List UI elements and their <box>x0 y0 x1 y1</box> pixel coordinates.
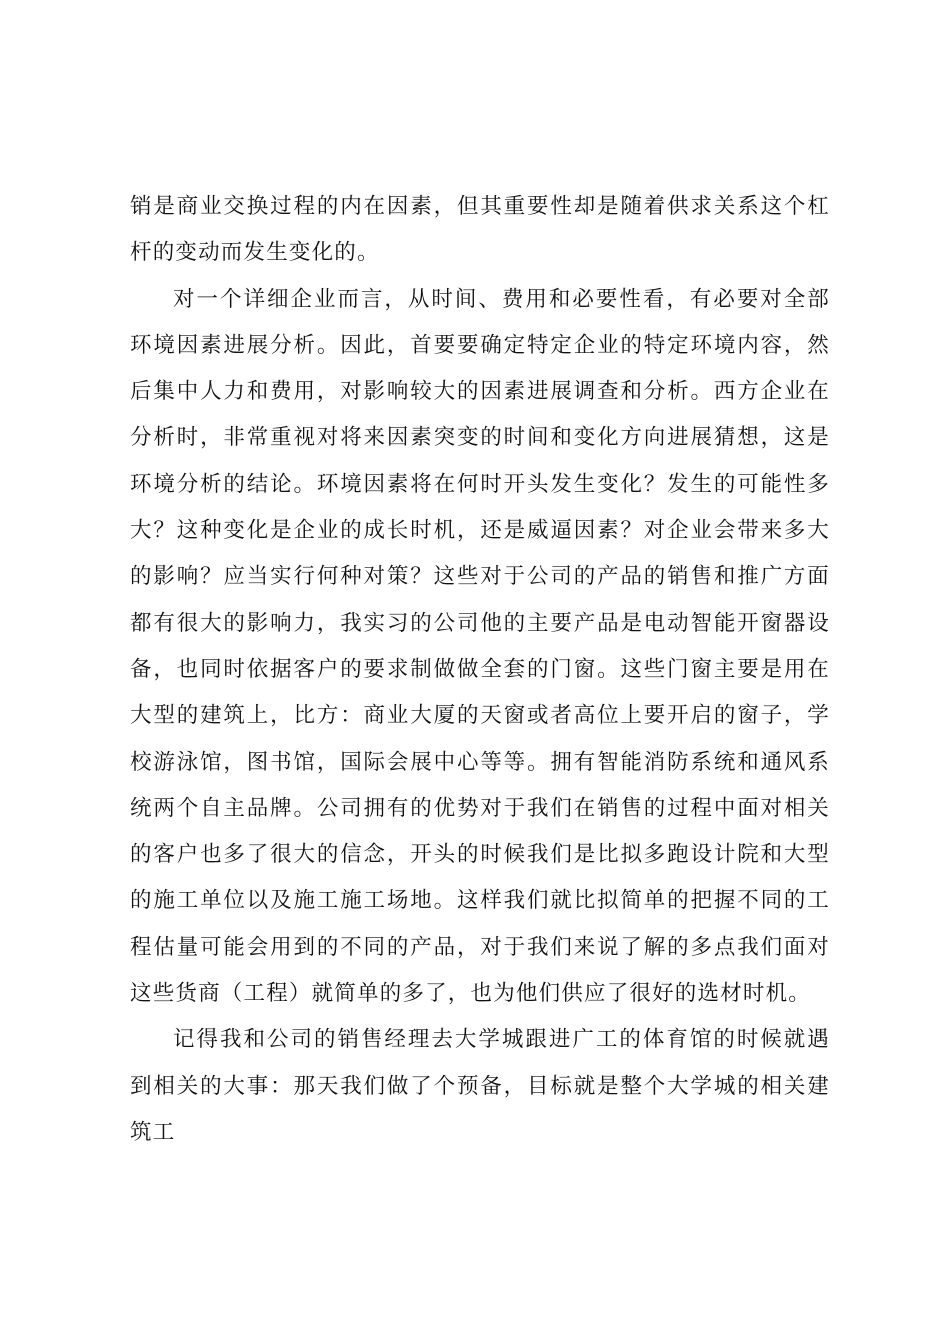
paragraph-3: 记得我和公司的销售经理去大学城跟进广工的体育馆的时候就遇到相关的大事：那天我们做了个预备，目标就是整个大学城的相关建筑工 <box>130 1027 830 1145</box>
document-body <box>130 184 830 1156</box>
paragraph-1: 销是商业交换过程的内在因素，但其重要性却是随着供求关系这个杠杆的变动而发生变化的。 <box>130 194 830 266</box>
paragraph-2: 对一个详细企业而言，从时间、费用和必要性看，有必要对全部环境因素进展分析。因此，首要要确定特定企业的特定环境内容，然后集中人力和费用，对影响较大的因素进展调查和分析。西方企业在分析时，非常重视对将来因素突变的时间和变化方向进展猜想，这是环境分析的结论。环境因素将在何时开头发生变化？发生的可能性多大？这种变化是企业的成长时机，还是威逼因素？对企业会带来多大的影响？应当实行何种对策？这些对于公司的产品的销售和推广方面都有很大的影响力，我实习的公司他的主要产品是电动智能开窗器设备，也同时依据客户的要求制做做全套的门窗。这些门窗主要是用在大型的建筑上，比方：商业大厦的天窗或者高位上要开启的窗子，学校游泳馆，图书馆，国际会展中心等等。拥有智能消防系统和通风系统两个自主品牌。公司拥有的优势对于我们在销售的过程中面对相关的客户也多了很大的信念，开头的时候我们是比拟多跑设计院和大型的施工单位以及施工施工场地。这样我们就比拟简单的把握不同的工程估量可能会用到的不同的产品，对于我们来说了解的多点我们面对这些货商（工程）就简单的多了，也为他们供应了很好的选材时机。 <box>130 286 830 1007</box>
